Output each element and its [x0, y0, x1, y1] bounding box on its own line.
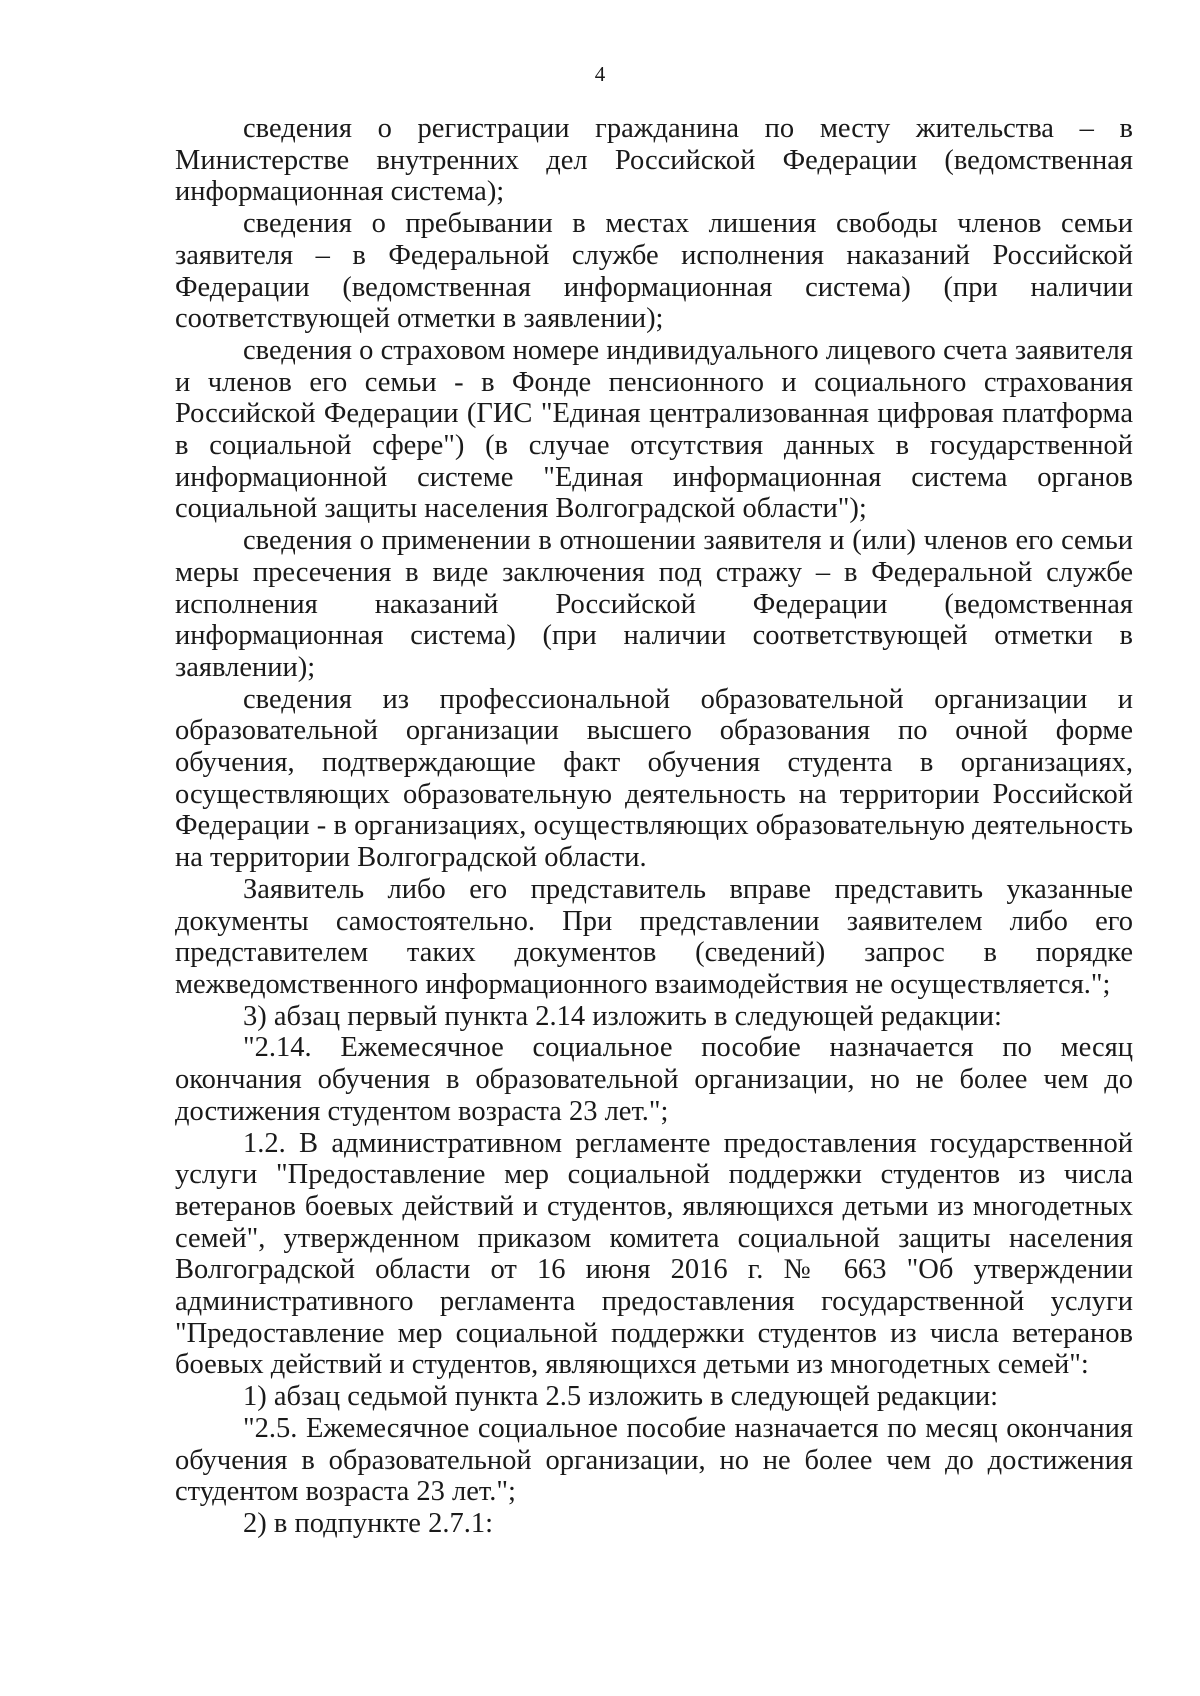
paragraph-amendment-1: 1) абзац седьмой пункта 2.5 изложить в следующей редакции: — [243, 1381, 999, 1413]
document-body — [175, 113, 1133, 1540]
page-number: 4 — [594, 62, 606, 86]
paragraph-registration-info: сведения о регистрации гражданина по месту жительства – в Министерстве внутренних дел Российской Федерации (ведомственная информационная система); — [175, 113, 1133, 208]
paragraph-clause-2-5: "2.5. Ежемесячное социальное пособие назначается по месяц окончания обучения в образовательной организации, но не более чем до достижения студентом возраста 23 лет."; — [175, 1412, 1133, 1508]
paragraph-applicant-right: Заявитель либо его представитель вправе представить указанные документы самостоятельно. При представлении заявителем либо его представителем таких документов (сведений) запрос в порядке межведомственного информационного взаимодействия не осуществляется."; — [175, 873, 1133, 1000]
paragraph-detention-info: сведения о пребывании в местах лишения свободы членов семьи заявителя – в Федеральной службе исполнения наказаний Российской Федерации (ведомственная информационная система) (при наличии соответствующей отметки в заявлении); — [175, 208, 1133, 335]
paragraph-education-info: сведения из профессиональной образовательной организации и образовательной организации высшего образования по очной форме обучения, подтверждающие факт обучения студента в организациях, осуществляющих образовательную деятельность на территории Российской Федерации - в организациях, осуществляющих образовательную деятельность на территории Волгоградской области. — [175, 683, 1133, 874]
paragraph-section-1-2: 1.2. В административном регламенте предоставления государственной услуги "Предоставление мер социальной поддержки студентов из числа ветеранов боевых действий и студентов, являющихся детьми из многодетных семей", утвержденном приказом комитета социальной защиты населения Волгоградской области от 16 июня 2016 г. № 663 "Об утверждении административного регламента предоставления государственной услуги "Предоставление мер социальной поддержки студентов из числа ветеранов боевых действий и студентов, являющихся детьми из многодетных семей": — [175, 1127, 1133, 1381]
paragraph-clause-2-14: "2.14. Ежемесячное социальное пособие назначается по месяц окончания обучения в образовательной организации, но не более чем до достижения студентом возраста 23 лет."; — [175, 1032, 1133, 1127]
paragraph-amendment-2: 2) в подпункте 2.7.1: — [243, 1507, 494, 1539]
paragraph-custody-measure: сведения о применении в отношении заявителя и (или) членов его семьи меры пресечения в виде заключения под стражу – в Федеральной службе исполнения наказаний Российской Федерации (ведомственная информационная система) (при наличии соответствующей отметки в заявлении); — [175, 525, 1133, 683]
paragraph-amendment-3: 3) абзац первый пункта 2.14 изложить в следующей редакции: — [243, 1000, 1002, 1032]
paragraph-insurance-number: сведения о страховом номере индивидуального лицевого счета заявителя и членов его семьи - в Фонде пенсионного и социального страхования Российской Федерации (ГИС "Единая централизованная цифровая платформа в социальной сфере") (в случае отсутствия данных в государственной информационной системе "Единая информационная система органов социальной защиты населения Волгоградской области"); — [175, 334, 1133, 525]
